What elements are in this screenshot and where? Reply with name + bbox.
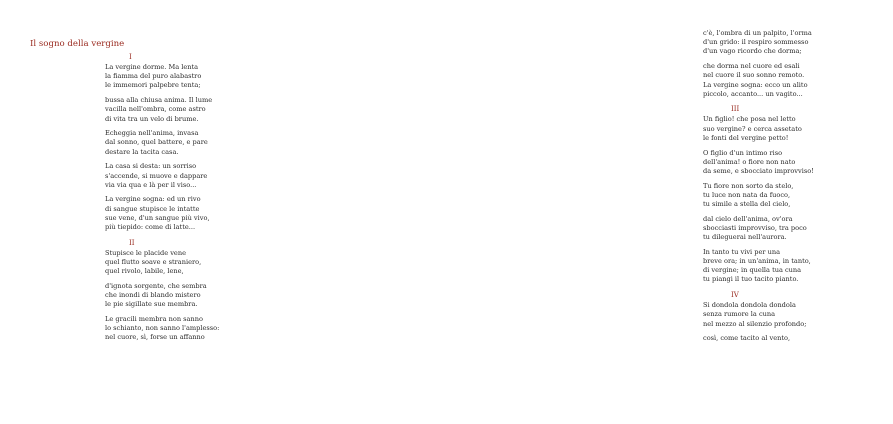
verse-line: bussa alla chiusa anima. Il lume bbox=[105, 96, 213, 105]
verse-line: Le gracili membra non sanno bbox=[105, 314, 203, 323]
left-page bbox=[0, 0, 300, 424]
verse-line: dell'anima! o fiore non nato bbox=[703, 157, 796, 166]
verse-line: così, come tacito al vento, bbox=[703, 334, 791, 343]
verse-line: Tu fiore non sorto da stelo, bbox=[703, 181, 794, 190]
verse-line: più tiepido: come di latte... bbox=[105, 223, 196, 232]
verse-line: c'è, l'ombra di un palpito, l'orma bbox=[703, 29, 812, 37]
verse-line: da seme, e sbocciato improvviso! bbox=[703, 166, 814, 175]
right-text-column bbox=[703, 29, 893, 349]
verse-line: la fiamma del puro alabastro bbox=[105, 72, 202, 81]
stanza bbox=[703, 334, 893, 343]
right-page bbox=[300, 0, 814, 424]
verse-line: La vergine dorme. Ma lenta bbox=[105, 63, 199, 71]
stanza bbox=[703, 149, 893, 177]
verse-line: Echeggia nell'anima, invasa bbox=[105, 129, 199, 138]
verse-line: dal sonno, quel battere, e pare bbox=[105, 138, 208, 147]
verse-line: che dorma nel cuore ed esali bbox=[703, 62, 800, 71]
poem-title: Il sogno della vergine bbox=[30, 39, 125, 49]
verse-line: dal cielo dell'anima, ov'ora bbox=[703, 214, 793, 223]
verse-line: nel cuore il suo sonno remoto. bbox=[703, 71, 805, 80]
verse-line: Stupisce le placide vene bbox=[105, 248, 186, 257]
verse-line: nel mezzo al silenzio profondo; bbox=[703, 319, 807, 328]
left-text-column bbox=[105, 52, 285, 348]
verse-line: breve ora; in un'anima, in tanto, bbox=[703, 257, 811, 266]
verse-line: d'ignota sorgente, che sembra bbox=[105, 281, 207, 290]
stanza bbox=[105, 195, 285, 232]
verse-line: In tanto tu vivi per una bbox=[703, 247, 781, 256]
verse-line: di sangue stupisce le intatte bbox=[105, 204, 200, 213]
verse-line: che inondi di blando mistero bbox=[105, 291, 201, 300]
verse-line: tu dileguerai nell'aurora. bbox=[703, 233, 787, 242]
section-numeral-3: III bbox=[731, 105, 740, 114]
verse-line: Si dondola dondola dondola bbox=[703, 301, 796, 310]
stanza bbox=[703, 115, 893, 143]
section-numeral-1: I bbox=[129, 53, 132, 61]
stanza bbox=[703, 62, 893, 99]
stanza bbox=[703, 248, 893, 285]
verse-line: La vergine sogna: ecco un alito bbox=[703, 80, 808, 89]
stanza bbox=[105, 96, 285, 124]
verse-line: via via qua e là per il viso... bbox=[105, 180, 197, 189]
verse-line: Un figlio! che posa nel letto bbox=[703, 115, 796, 124]
verse-line: d'un vago ricordo che dorma; bbox=[703, 47, 802, 56]
section-4-stanzas bbox=[703, 301, 893, 343]
verse-line: sbocciasti improvviso, tra poco bbox=[703, 223, 807, 232]
verse-line: piccolo, accanto... un vagito... bbox=[703, 89, 803, 98]
verse-line: La casa si desta: un sorriso bbox=[105, 162, 197, 171]
stanza bbox=[703, 29, 893, 57]
section-3-stanzas bbox=[703, 115, 893, 284]
verse-line: quel flutto soave e straniero, bbox=[105, 257, 202, 266]
verse-line: La vergine sogna: ed un rivo bbox=[105, 195, 201, 204]
stanza bbox=[105, 249, 285, 277]
verse-line: le immemori palpebre tenta; bbox=[105, 81, 201, 90]
stanza bbox=[105, 63, 285, 91]
stanza bbox=[105, 129, 285, 157]
verse-line: destare la tacita casa. bbox=[105, 147, 179, 156]
verse-line: tu luce non nata da fuoco, bbox=[703, 190, 791, 199]
verse-line: quel rivolo, labile, lene, bbox=[105, 267, 184, 276]
verse-line: nel cuore, sì, forse un affanno bbox=[105, 333, 205, 342]
verse-line: senza rumore la cuna bbox=[703, 310, 776, 319]
section-1-stanzas bbox=[105, 63, 285, 232]
section-numeral-4: IV bbox=[731, 291, 739, 300]
verse-line: d'un grido: il respiro sommesso bbox=[703, 38, 809, 47]
section-2-continued-stanzas bbox=[703, 29, 893, 99]
verse-line: lo schianto, non sanno l'amplesso: bbox=[105, 324, 220, 333]
stanza bbox=[703, 215, 893, 243]
stanza bbox=[105, 315, 285, 343]
verse-line: suo vergine? e cerca assetato bbox=[703, 124, 802, 133]
stanza bbox=[105, 282, 285, 310]
stanza bbox=[105, 162, 285, 190]
verse-line: O figlio d'un intimo riso bbox=[703, 148, 783, 157]
section-2-stanzas bbox=[105, 249, 285, 343]
verse-line: di vergine; in quella tua cuna bbox=[703, 266, 802, 275]
verse-line: di vita tra un velo di brume. bbox=[105, 114, 199, 123]
verse-line: le fonti del vergine petto! bbox=[703, 133, 789, 142]
verse-line: le pie sigillate sue membra. bbox=[105, 300, 198, 309]
verse-line: s'accende, si muove e dappare bbox=[105, 171, 208, 180]
verse-line: tu piangi il tuo tacito pianto. bbox=[703, 275, 799, 284]
stanza bbox=[703, 182, 893, 210]
stanza bbox=[703, 301, 893, 329]
verse-line: tu simile a stella del cielo, bbox=[703, 200, 791, 209]
section-numeral-2: II bbox=[129, 238, 135, 247]
verse-line: vacilla nell'ombra, come astro bbox=[105, 105, 206, 114]
verse-line: sue vene, d'un sangue più vivo, bbox=[105, 213, 210, 222]
